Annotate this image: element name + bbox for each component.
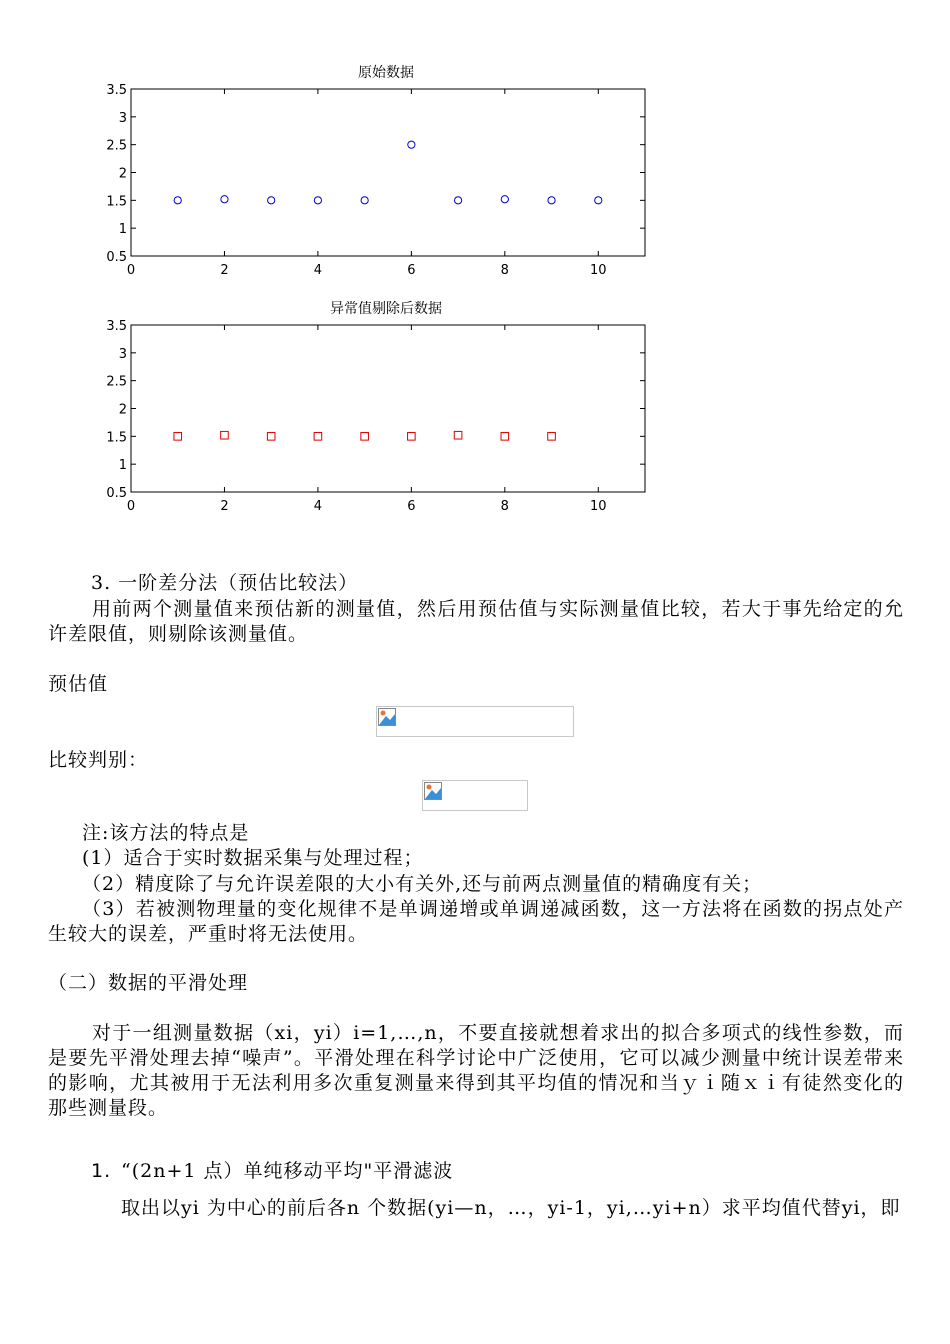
- item-1-title: “(2n+1 点）单纯移动平均"平滑滤波: [121, 1160, 454, 1182]
- compare-formula-image: [422, 780, 528, 811]
- x-tick-label: 10: [589, 263, 607, 278]
- section-3-paragraph: 用前两个测量值来预估新的测量值，然后用预估值与实际测量值比较，若大于事先给定的允许差限值，则剔除该测量值。: [48, 598, 904, 645]
- y-tick-label: 3.5: [106, 83, 127, 98]
- y-tick-label: 1: [118, 458, 127, 474]
- x-tick-label: 2: [220, 263, 229, 278]
- y-tick-label: 2: [118, 166, 127, 182]
- chart-raw-data: [0, 60, 950, 290]
- plot-area: [131, 325, 645, 492]
- x-tick-label: 10: [589, 499, 607, 514]
- item-1-number: 1.: [91, 1160, 112, 1182]
- y-tick-label: 0.5: [106, 486, 127, 501]
- note-title: 注:该方法的特点是: [82, 822, 250, 844]
- note-item-1: (1）适合于实时数据采集与处理过程；: [82, 847, 424, 869]
- broken-image-icon: [424, 782, 442, 800]
- chart-title: 异常值剔除后数据: [330, 301, 442, 317]
- x-tick-label: 0: [126, 263, 136, 278]
- chart-title: 原始数据: [358, 65, 414, 81]
- section-3-title: 3. 一阶差分法（预估比较法）: [91, 572, 359, 594]
- section-2-title: （二）数据的平滑处理: [48, 972, 249, 994]
- x-tick-label: 8: [500, 263, 509, 278]
- broken-image-icon: [378, 708, 396, 726]
- y-tick-label: 3.5: [106, 319, 127, 334]
- y-tick-label: 2: [118, 402, 127, 418]
- y-tick-label: 1: [118, 222, 127, 238]
- item-1-paragraph: 取出以yi 为中心的前后各n 个数据(yi—n，…，yi-1，yi,…yi+n）求平均值代替yi，即: [121, 1197, 901, 1219]
- x-tick-label: 2: [220, 499, 229, 514]
- note-item-3: （3）若被测物理量的变化规律不是单调递增或单调递减函数，这一方法将在函数的拐点处产生较大的误差，严重时将无法使用。: [48, 898, 904, 945]
- y-tick-label: 0.5: [106, 250, 127, 265]
- x-tick-label: 6: [407, 499, 416, 514]
- y-tick-label: 2.5: [106, 138, 127, 154]
- x-tick-label: 8: [500, 499, 509, 514]
- plot-area: [131, 89, 645, 256]
- y-tick-label: 1.5: [106, 430, 127, 446]
- x-tick-label: 4: [313, 499, 323, 514]
- predict-formula-image: [376, 706, 574, 737]
- compare-label: 比较判别：: [48, 749, 149, 771]
- y-tick-label: 3: [118, 346, 127, 362]
- chart-outliers-removed: [0, 296, 950, 526]
- x-tick-label: 0: [126, 499, 136, 514]
- y-tick-label: 2.5: [106, 374, 127, 390]
- smoothing-paragraph: 对于一组测量数据（xi，yi）i=1,…,n，不要直接就想着求出的拟合多项式的线性参数，而是要先平滑处理去掉“噪声”。平滑处理在科学讨论中广泛使用，它可以减少测量中统计误差带来的影响，尤其被用于无法利用多次重复测量来得到其平均值的情况和当ｙｉ随ｘｉ有徒然变化的那些测量段。: [48, 1022, 904, 1119]
- predict-label: 预估值: [48, 673, 109, 695]
- x-tick-label: 4: [313, 263, 323, 278]
- note-item-2: （2）精度除了与允许误差限的大小有关外,还与前两点测量值的精确度有关；: [82, 873, 763, 895]
- y-tick-label: 3: [118, 110, 127, 126]
- y-tick-label: 1.5: [106, 194, 127, 210]
- x-tick-label: 6: [407, 263, 416, 278]
